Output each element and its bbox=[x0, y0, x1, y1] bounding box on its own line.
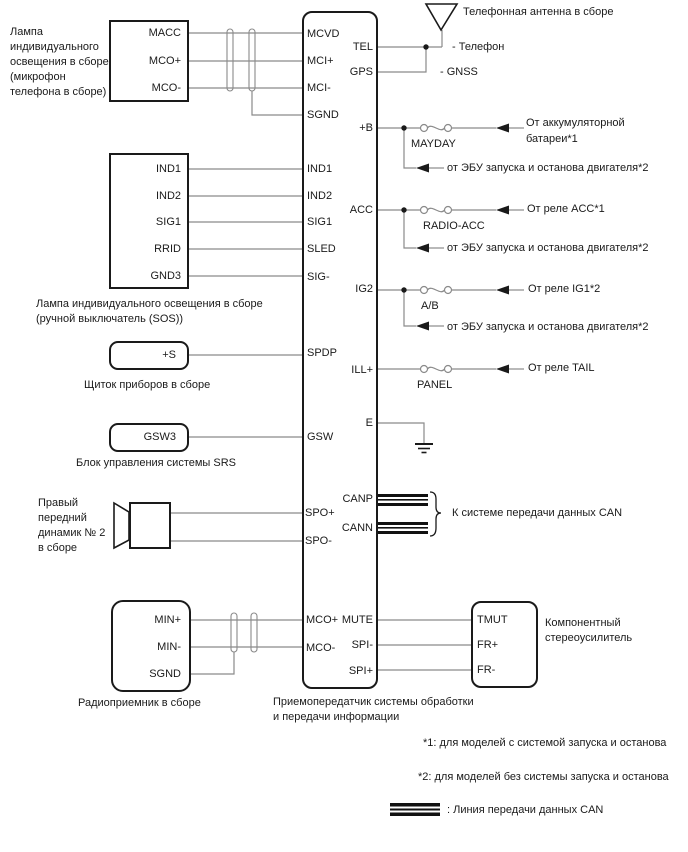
pin-label: IND1 bbox=[155, 163, 181, 175]
sos-lamp-label: Лампа индивидуального освещения в сборе bbox=[36, 298, 263, 310]
sos-lamp-label: (ручной выключатель (SOS)) bbox=[36, 313, 184, 325]
can-label: К системе передачи данных CAN bbox=[452, 507, 623, 519]
pin-label: RRID bbox=[154, 243, 181, 255]
antenna-tel-label: - Телефон bbox=[452, 41, 505, 53]
pin-label: SIG1 bbox=[307, 216, 333, 228]
pin-label: MUTE bbox=[341, 614, 373, 626]
pin-label: SIG- bbox=[307, 271, 330, 283]
radio-label: Радиоприемник в сборе bbox=[78, 697, 201, 709]
pin-label: IG2 bbox=[355, 283, 373, 295]
mic-lamp-label: освещения в сборе bbox=[10, 56, 109, 68]
pin-label: IND2 bbox=[155, 190, 181, 202]
pin-label: SPI+ bbox=[348, 665, 373, 677]
ground-icon bbox=[415, 444, 433, 453]
pin-label: MCO+ bbox=[148, 55, 181, 67]
source-label: батареи*1 bbox=[526, 133, 578, 145]
pin-label: IND1 bbox=[307, 163, 333, 175]
pin-label: CANN bbox=[341, 522, 373, 534]
pin-label: TEL bbox=[352, 41, 373, 53]
speaker-box bbox=[129, 502, 171, 549]
speaker-label: динамик № 2 bbox=[38, 527, 106, 539]
source-label: От реле ACC*1 bbox=[527, 203, 605, 215]
note-text: *2: для моделей без системы запуска и останова bbox=[418, 771, 669, 783]
fuse-label: PANEL bbox=[417, 379, 453, 391]
antenna-gnss-label: - GNSS bbox=[440, 66, 478, 78]
pin-label: SPO- bbox=[305, 535, 332, 547]
pin-label: MCO+ bbox=[306, 614, 339, 626]
can-legend-text: : Линия передачи данных CAN bbox=[447, 804, 604, 816]
pin-label: MIN+ bbox=[154, 614, 181, 626]
pin-label: MCI+ bbox=[307, 55, 334, 67]
pin-label: SLED bbox=[307, 243, 336, 255]
pin-label: E bbox=[365, 417, 373, 429]
branch-label: от ЭБУ запуска и останова двигателя*2 bbox=[447, 321, 649, 333]
source-label: От реле TAIL bbox=[528, 362, 595, 374]
pin-label: SPDP bbox=[307, 347, 337, 359]
pin-label: MIN- bbox=[157, 641, 181, 653]
speaker-label: Правый bbox=[38, 497, 79, 509]
note-text: *1: для моделей с системой запуска и останова bbox=[423, 737, 667, 749]
pin-label: SIG1 bbox=[155, 216, 181, 228]
pin-label: MCO- bbox=[151, 82, 181, 94]
source-label: От реле IG1*2 bbox=[528, 283, 601, 295]
pin-label: SPO+ bbox=[305, 507, 335, 519]
can-legend-stripes bbox=[390, 803, 440, 816]
pin-label: SGND bbox=[149, 668, 181, 680]
shield-icon bbox=[227, 29, 257, 652]
branch-label: от ЭБУ запуска и останова двигателя*2 bbox=[447, 162, 649, 174]
speaker-cone-icon bbox=[114, 503, 129, 548]
instrument-cluster-label: Щиток приборов в сборе bbox=[84, 379, 211, 391]
pin-label: GPS bbox=[349, 66, 373, 78]
srs-ecu-label: Блок управления системы SRS bbox=[76, 457, 236, 469]
pin-label: GSW3 bbox=[143, 431, 176, 443]
pin-label: MCO- bbox=[306, 642, 336, 654]
pin-label: TMUT bbox=[477, 614, 508, 626]
pin-label: CANP bbox=[342, 493, 373, 505]
fuse-label: RADIO-ACC bbox=[423, 220, 485, 232]
pin-label: +S bbox=[162, 349, 176, 361]
amplifier-label: стереоусилитель bbox=[545, 632, 633, 644]
mic-lamp-label: телефона в сборе) bbox=[10, 86, 107, 98]
transceiver-label: и передачи информации bbox=[273, 711, 400, 723]
pin-label: ACC bbox=[349, 204, 373, 216]
speaker-label: передний bbox=[38, 512, 87, 524]
can-bus-stripes bbox=[377, 494, 428, 534]
branch-label: от ЭБУ запуска и останова двигателя*2 bbox=[447, 242, 649, 254]
pin-label: ILL+ bbox=[351, 364, 373, 376]
pin-label: FR- bbox=[477, 664, 496, 676]
transceiver-label: Приемопередатчик системы обработки bbox=[273, 696, 474, 708]
mic-lamp-label: индивидуального bbox=[10, 41, 99, 53]
pin-label: IND2 bbox=[307, 190, 333, 202]
brace-icon bbox=[430, 492, 441, 536]
mic-lamp-label: Лампа bbox=[10, 26, 43, 38]
pin-label: GND3 bbox=[150, 270, 181, 282]
pin-label: MACC bbox=[148, 27, 181, 39]
pin-label: SGND bbox=[307, 109, 339, 121]
amplifier-label: Компонентный bbox=[545, 617, 621, 629]
fuse-label: A/B bbox=[421, 300, 439, 312]
antenna-icon bbox=[426, 4, 457, 30]
pin-label: FR+ bbox=[477, 639, 499, 651]
fuse-label: MAYDAY bbox=[411, 138, 456, 150]
speaker-label: в сборе bbox=[38, 542, 78, 554]
pin-label: MCVD bbox=[307, 28, 340, 40]
source-label: От аккумуляторной bbox=[526, 117, 625, 129]
pin-label: +B bbox=[359, 122, 373, 134]
mic-lamp-label: (микрофон bbox=[10, 71, 66, 83]
pin-label: SPI- bbox=[351, 639, 373, 651]
pin-label: MCI- bbox=[307, 82, 331, 94]
antenna-label: Телефонная антенна в сборе bbox=[463, 6, 614, 18]
pin-label: GSW bbox=[307, 431, 334, 443]
